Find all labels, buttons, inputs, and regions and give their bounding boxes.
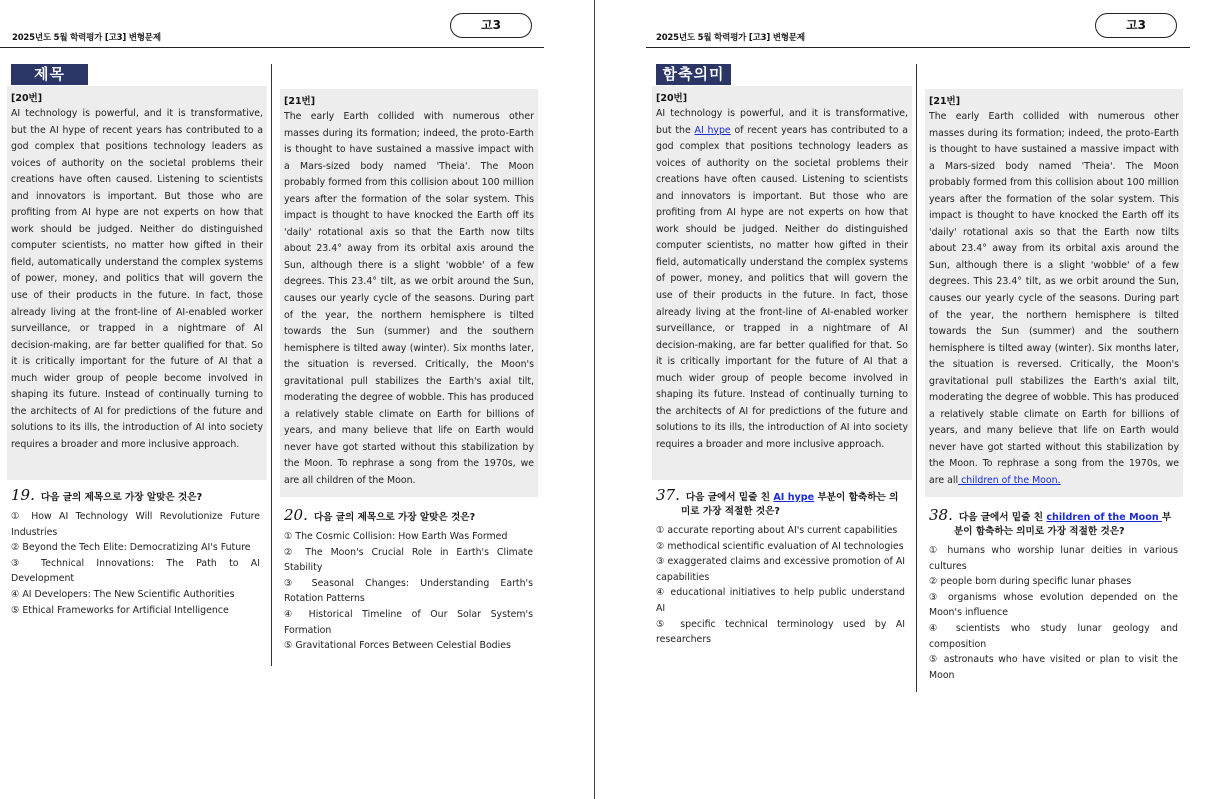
option-2[interactable]: ② The Moon's Crucial Role in Earth's Climate Stability [284, 546, 533, 574]
underlined-phrase: AI hype [773, 492, 815, 503]
option-4[interactable]: ④ AI Developers: The New Scientific Authorities [11, 588, 235, 600]
question-prompt: 다음 글의 제목으로 가장 알맞은 것은? [40, 492, 203, 503]
option-list [11, 509, 260, 618]
section-tag-implication: 함축의미 [656, 64, 731, 85]
underlined-phrase: children of the Moon [1046, 512, 1163, 523]
column-divider [271, 64, 272, 666]
option-3[interactable]: ③ Technical Innovations: The Path to AI Development [11, 557, 260, 585]
question-37 [656, 488, 905, 648]
question-number: 38. [929, 506, 953, 524]
question-number: 19. [11, 486, 35, 504]
option-2[interactable]: ② Beyond the Tech Elite: Democratizing AI's Future [11, 542, 251, 554]
question-head [929, 508, 1178, 539]
option-4[interactable]: ④ educational initiatives to help public understand AI [656, 587, 905, 614]
passage-21 [925, 89, 1183, 497]
underlined-phrase: children of the Moon. [958, 475, 1061, 487]
question-prompt: 다음 글의 제목으로 가장 알맞은 것은? [313, 512, 476, 523]
option-3[interactable]: ③ Seasonal Changes: Understanding Earth's Rotation Patterns [284, 577, 533, 605]
passage-text: AI technology is powerful, and it is transformative, but the AI hype of recent years has contributed to a god complex that positions technology leaders as voices of authority on the societal problems their creations have often caused. Listening to scientists and innovators is important. But those who are profiting from AI hype are not experts on how that work should be judged. Neither do distinguished computer scientists, no matter how gifted in their field, automatically understand the complex systems of power, money, and politics that will govern the use of their products in the future. In fact, those already living at the front-line of AI-enabled worker surveillance, or trapped in a nightmare of AI decision-making, are far better qualified for that. So it is critically important for the future of AI that a much wider group of people become involved in shaping its future. Instead of continually turning to the architects of AI for predictions of the future and solutions to its ills, the introduction of AI into society requires a broader and more inclusive approach. [11, 108, 263, 450]
option-list [656, 523, 905, 648]
passage-20 [7, 86, 267, 480]
passage-text [656, 106, 908, 453]
option-4[interactable]: ④ scientists who study lunar geology and composition [929, 622, 1178, 650]
question-prompt: 다음 글에서 밑줄 친 [685, 492, 774, 503]
option-4[interactable]: ④ Historical Timeline of Our Solar System's Formation [284, 608, 533, 636]
question-head [284, 508, 533, 525]
passage-number: [20번] [11, 93, 43, 104]
option-3[interactable]: ③ exaggerated claims and excessive promotion of AI capabilities [656, 556, 905, 583]
option-2[interactable]: ② methodical scientific evaluation of AI technologies [656, 540, 904, 552]
right-page [596, 0, 1206, 799]
passage-21 [280, 89, 538, 497]
option-5[interactable]: ⑤ astronauts who have visited or plan to visit the Moon [929, 654, 1178, 681]
question-prompt: 부분이 함축하는 의미로 가장 적절한 것은? [954, 512, 1172, 537]
passage-text [929, 109, 1179, 490]
passage-20 [652, 86, 912, 480]
option-2[interactable]: ② people born during specific lunar phases [929, 576, 1132, 588]
header-rule [0, 47, 544, 48]
question-number: 37. [656, 486, 680, 504]
question-prompt: 다음 글에서 밑줄 친 [958, 512, 1047, 523]
option-1[interactable]: ① The Cosmic Collision: How Earth Was Formed [284, 531, 508, 542]
question-head [11, 488, 260, 505]
column-divider [916, 64, 917, 692]
passage-text: The early Earth collided with numerous other masses during its formation; indeed, the proto-Earth is thought to have sustained a massive impact with a Mars-sized body named 'Theia'. The Moon probably formed from this collision about 100 million years after the formation of the solar system. This impact is thought to have knocked the Earth off its 'daily' rotational axis so that the Earth now tilts about 23.4° away from its orbital axis around the Sun, although there is a slight 'wobble' of a few degrees. This 23.4° tilt, as we orbit around the Sun, causes our yearly cycle of the seasons. During part of the year, the northern hemisphere is tilted towards the Sun (summer) and the southern hemisphere is tilted away (winter). Six months later, the situation is reversed. Critically, the Moon's gravitational pull stabilizes the Earth's axial tilt, moderating the degree of wobble. This has produced a relatively stable climate on Earth for billions of years, and many believe that life on Earth would never have got started without this stabilization by the Moon. To rephrase a song from the 1970s, we are all children of the Moon. [284, 111, 534, 487]
option-1[interactable]: ① accurate reporting about AI's current capabilities [656, 525, 898, 536]
text-segment: The early Earth collided with numerous other masses during its formation; indeed, the proto-Earth is thought to have sustained a massive impact with a Mars-sized body named 'Theia'. The Moon probably formed from this collision about 100 million years after the formation of the solar system. This impact is thought to have knocked the Earth off its 'daily' rotational axis so that the Earth now tilts about 23.4° away from its orbital axis around the Sun, although there is a slight 'wobble' of a few degrees. This 23.4° tilt, as we orbit around the Sun, causes our yearly cycle of the seasons. During part of the year, the northern hemisphere is tilted towards the Sun (summer) and the southern hemisphere is tilted away (winter). Six months later, the situation is reversed. Critically, the Moon's gravitational pull stabilizes the Earth's axial tilt, moderating the degree of wobble. This has produced a relatively stable climate on Earth for billions of years, and many believe that life on Earth would never have got started without this stabilization by the Moon. To rephrase a song from the 1970s, we are all [929, 111, 1179, 487]
left-page [0, 0, 594, 799]
underlined-phrase: AI hype [694, 124, 731, 136]
header-rule [646, 47, 1190, 48]
question-38 [929, 508, 1178, 683]
section-tag-title: 제목 [11, 64, 88, 85]
option-1[interactable]: ① How AI Technology Will Revolutionize Future Industries [11, 511, 260, 538]
option-list [929, 543, 1178, 683]
page-divider [594, 0, 595, 799]
question-20 [284, 508, 533, 654]
option-5[interactable]: ⑤ specific technical terminology used by AI researchers [656, 618, 905, 646]
option-list [284, 529, 533, 654]
passage-number: [21번] [929, 96, 961, 107]
grade-badge: 고3 [450, 13, 532, 38]
option-5[interactable]: ⑤ Ethical Frameworks for Artificial Intelligence [11, 604, 229, 616]
passage-number: [21번] [284, 96, 316, 107]
question-number: 20. [284, 506, 308, 524]
option-1[interactable]: ① humans who worship lunar deities in various cultures [929, 545, 1178, 572]
exam-title: 2025년도 5월 학력평가 [고3] 변형문제 [12, 33, 161, 43]
passage-number: [20번] [656, 93, 688, 104]
question-prompt: 부분이 함축하는 의미로 가장 적절한 것은? [681, 492, 899, 517]
option-5[interactable]: ⑤ Gravitational Forces Between Celestial Bodies [284, 640, 511, 652]
exam-title: 2025년도 5월 학력평가 [고3] 변형문제 [656, 33, 805, 43]
text-segment: of recent years has contributed to a god complex that positions technology leaders as voices of authority on the societal problems their creations have often caused. Listening to scientists and innovators is important. But those who are profiting from AI hype are not experts on how that work should be judged. Neither do distinguished computer scientists, no matter how gifted in their field, automatically understand the complex systems of power, money, and politics that will govern the use of their products in the future. In fact, those already living at the front-line of AI-enabled worker surveillance, or trapped in a nightmare of AI decision-making, are far better qualified for that. So it is critically important for the future of AI that a much wider group of people become involved in shaping its future. Instead of continually turning to the architects of AI for predictions of the future and solutions to its ills, the introduction of AI into society requires a broader and more inclusive approach. [656, 124, 908, 450]
option-3[interactable]: ③ organisms whose evolution depended on the Moon's influence [929, 591, 1178, 619]
question-19 [11, 488, 260, 618]
question-head [656, 488, 905, 519]
text-segment: AI technology is powerful, and it is transformative, but the [656, 108, 908, 136]
grade-badge: 고3 [1095, 13, 1177, 38]
